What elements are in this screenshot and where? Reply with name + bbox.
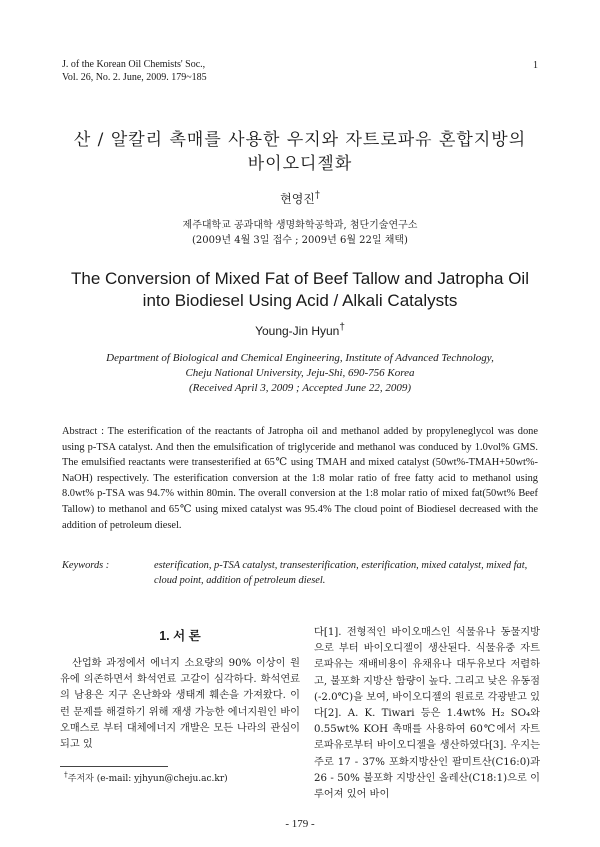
footnote-label: 주저자 (67, 774, 94, 784)
journal-citation (62, 58, 207, 84)
english-dates: (Received April 3, 2009 ; Accepted June 22, 2009) (189, 382, 411, 394)
footnote-contact: (e-mail: yjhyun@cheju.ac.kr) (96, 774, 228, 784)
folio: - 179 - (285, 818, 315, 830)
keywords-label: Keywords : (62, 560, 110, 571)
footnote-mark: † (64, 770, 68, 779)
korean-title-line-1: 산 / 알칼리 촉매를 사용한 우지와 자트로파유 혼합지방의 (73, 130, 527, 150)
journal-line-2: Vol. 26, No. 2. June, 2009. 179~185 (62, 72, 207, 83)
english-author (0, 322, 600, 338)
korean-title-line-2: 바이오디젤화 (247, 154, 353, 174)
abstract-label: Abstract : (62, 426, 104, 437)
keywords-text: esterification, p-TSA catalyst, transesterification, esterification, mixed catalyst, mixed fat, cloud point, addition of petroleum diesel. (154, 560, 528, 586)
journal-line-1: J. of the Korean Oil Chemists' Soc., (62, 59, 206, 70)
body-right-column: 다[1]. 전형적인 바이오매스인 식물유나 동물지방으로 부터 바이오디젤이 생산된다. 식물유중 자트로파유는 재배비용이 유채유나 대두유보다 저렴하고, 불포화 지방산 함량이 높다. 그리고 낮은 유동점(-2.0℃)을 보여, 바이오디젤의 원료로 각광받고 있다[2]. A. K. Tiwari 등은 1.4wt% H₂ SO₄와 0.55wt% KOH 촉매를 사용하여 60℃에서 자트로파유로부터 바이오디젤을 생산하였다[3]. 우지는 주로 17 - 37% 포화지방산인 팔미트산(C16:0)과 26 - 50% 불포화 지방산인 올레산(C18:1)으로 이루어져 있어 바이 (314, 627, 540, 801)
keywords (62, 558, 538, 588)
abstract-text: The esterification of the reactants of Jatropha oil and methanol added by propyleneglycol was done using p-TSA catalyst. And then the emulsification of triglyceride and methanol was conduced by 1.0vol% GMS. The emulsified reactants were transesterified at 65℃ using TMAH and mixed catalyst (50wt%-TMAH+50wt%-NaOH) respectively. The esterification conversion at the 1:8 molar ratio of free fatty acid to methanol using 8.0wt% p-TSA was 94.7% within 80min. The overall conversion at the 1:8 molar ratio of mixed fat(50wt% Beef Tallow) to methanol and 65℃ using mixed catalyst was 95.4% The cloud point of Biodiesel decreased with the addition of petroleum diesel. (62, 426, 538, 531)
abstract (62, 424, 538, 533)
english-title-line-2: into Biodiesel Using Acid / Alkali Catalysts (142, 291, 458, 310)
english-title-line-1: The Conversion of Mixed Fat of Beef Tallow and Jatropha Oil (71, 269, 529, 288)
korean-author-name: 현영진 (280, 192, 315, 206)
english-author-name: Young-Jin Hyun (255, 324, 340, 338)
korean-dates: (2009년 4월 3일 접수 ; 2009년 6월 22일 채택) (192, 235, 408, 246)
section-heading: 1. 서 론 (159, 629, 201, 643)
body-left-column: 산업화 과정에서 에너지 소요량의 90% 이상이 원유에 의존하면서 화석연료 고갈이 심각하다. 화석연료의 남용은 지구 온난화와 생태계 훼손을 가져왔다. 이런 문제를 해결하기 위해 재생 가능한 에너지원인 바이오매스로 부터 대체에너지 개발은 모든 나라의 관심이 되고 있 (60, 658, 300, 751)
footnote (64, 770, 228, 784)
english-affiliation-line-1: Department of Biological and Chemical Engineering, Institute of Advanced Technology, (106, 352, 494, 364)
english-affiliation-line-2: Cheju National University, Jeju-Shi, 690-756 Korea (185, 367, 415, 379)
footnote-divider (60, 766, 168, 767)
korean-affiliation (0, 218, 600, 248)
english-author-mark: † (339, 322, 345, 333)
korean-author (0, 190, 600, 207)
english-affiliation (30, 351, 570, 396)
page-number: 1 (533, 60, 538, 71)
korean-affiliation-text: 제주대학교 공과대학 생명화학공학과, 첨단기술연구소 (182, 220, 418, 231)
english-title (40, 268, 560, 312)
korean-author-mark: † (314, 190, 320, 201)
korean-title (40, 128, 560, 176)
